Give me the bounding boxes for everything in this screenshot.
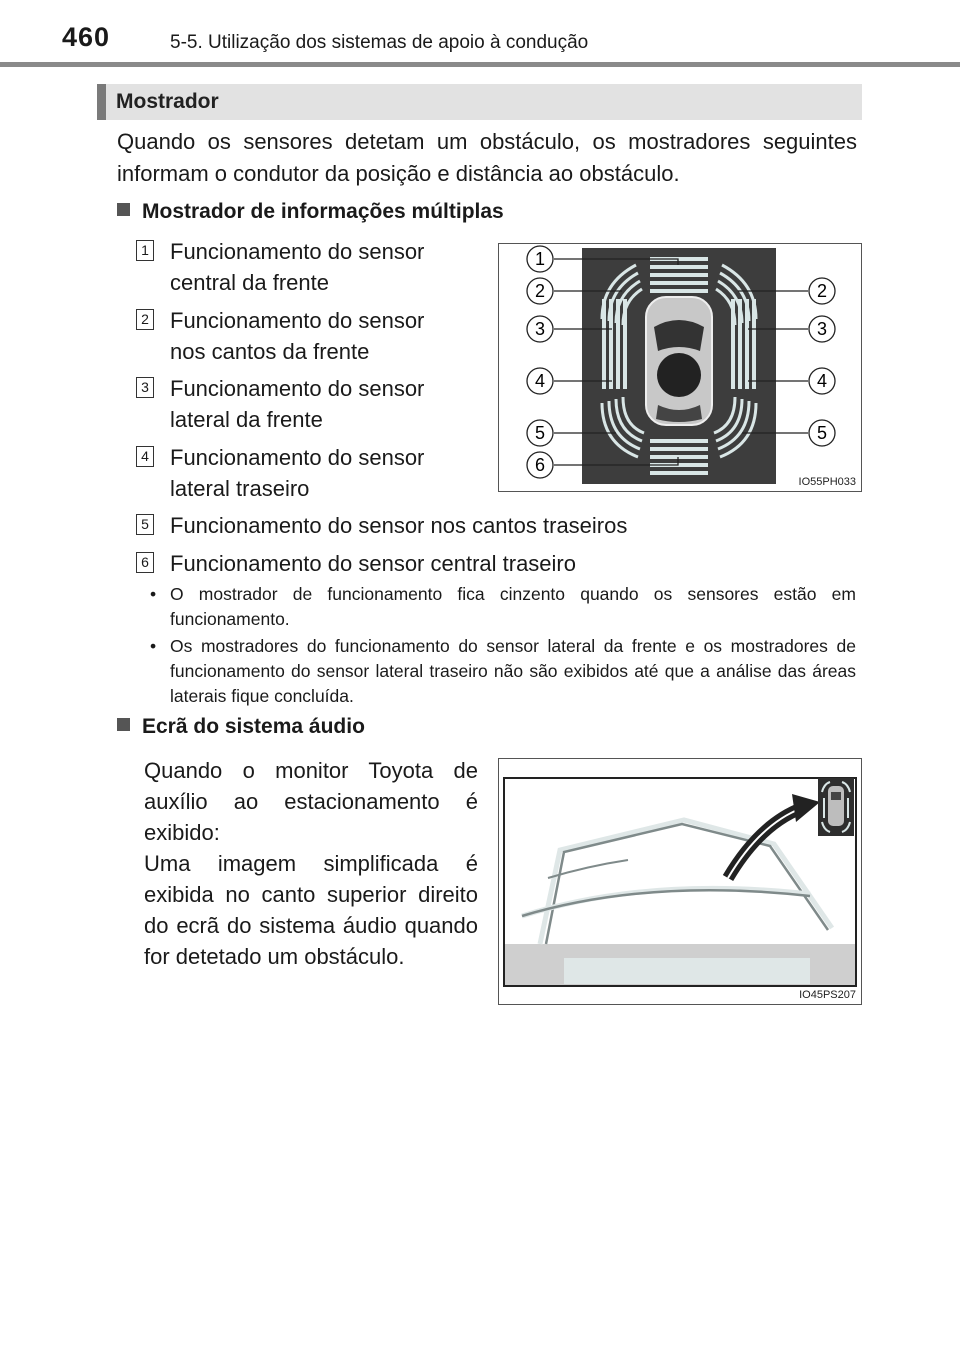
- section-title-bar: [97, 84, 862, 120]
- item-number-3: 3: [136, 377, 154, 398]
- notes-list: [150, 582, 856, 711]
- chapter-title: 5-5. Utilização dos sistemas de apoio à condução: [170, 32, 589, 53]
- page-number: 460: [62, 22, 111, 52]
- simplified-sensor-display-icon: [818, 778, 854, 836]
- list-item-3: [170, 373, 424, 435]
- callout-number: 5: [816, 423, 828, 443]
- intro-paragraph: Quando os sensores detetam um obstáculo, os mostradores seguintes informam o condutor da posição e distância ao obstáculo.: [117, 129, 857, 186]
- audio-paragraph-1: Quando o monitor Toyota de auxílio ao estacionamento é exibido:: [144, 758, 478, 845]
- audio-paragraph-2: Uma imagem simplificada é exibida no canto superior direito do ecrã do sistema áudio quando for detetado um obstáculo.: [144, 851, 478, 969]
- list-item-line: lateral da frente: [170, 407, 323, 432]
- audio-description: [144, 755, 478, 972]
- list-item-line: lateral traseiro: [170, 476, 310, 501]
- item-number-4: 4: [136, 446, 154, 467]
- audio-screen-figure: [498, 758, 862, 1005]
- list-item-6: [170, 548, 576, 579]
- callout-number: 6: [534, 455, 546, 475]
- callout-number: 2: [534, 281, 546, 301]
- list-item-5: [170, 510, 627, 541]
- list-item-line: Funcionamento do sensor nos cantos traseiros: [170, 513, 628, 538]
- note-item: • Os mostradores do funcionamento do sensor lateral da frente e os mostradores de funcionamento do sensor lateral traseiro não são exibidos até que a análise das áreas laterais fique concluída.: [150, 634, 856, 709]
- callout-number: 5: [534, 423, 546, 443]
- item-number-2: 2: [136, 309, 154, 330]
- list-item-line: nos cantos da frente: [170, 339, 370, 364]
- multi-display-heading-text: Mostrador de informações múltiplas: [142, 200, 504, 223]
- list-item-1: [170, 236, 424, 298]
- audio-display-heading-text: Ecrã do sistema áudio: [142, 715, 365, 738]
- callout-number: 4: [816, 371, 828, 391]
- list-item-4: [170, 442, 424, 504]
- multi-display-heading: [117, 200, 504, 224]
- license-plate-area: [564, 958, 810, 984]
- callout-number: 3: [534, 319, 546, 339]
- section-title: Mostrador: [116, 90, 219, 113]
- list-item-line: Funcionamento do sensor: [170, 239, 425, 264]
- callout-number: 4: [534, 371, 546, 391]
- section-accent: [97, 84, 106, 120]
- list-item-line: Funcionamento do sensor central traseiro: [170, 551, 576, 576]
- audio-display-heading: [117, 715, 365, 739]
- figure-code: IO45PS207: [799, 989, 856, 1001]
- callout-number: 2: [816, 281, 828, 301]
- callout-number: 3: [816, 319, 828, 339]
- note-item: • O mostrador de funcionamento fica cinzento quando os sensores estão em funcionamento.: [150, 582, 856, 632]
- sensor-display-figure: [498, 243, 862, 492]
- header-rule: [0, 62, 960, 67]
- list-item-line: central da frente: [170, 270, 329, 295]
- square-bullet-icon: [117, 718, 130, 731]
- item-number-5: 5: [136, 514, 154, 535]
- callout-number: 1: [534, 249, 546, 269]
- figure-code: IO55PH033: [798, 476, 856, 488]
- list-item-2: [170, 305, 424, 367]
- list-item-line: Funcionamento do sensor: [170, 376, 425, 401]
- item-number-6: 6: [136, 552, 154, 573]
- car-top-view-icon: [646, 297, 712, 425]
- list-item-line: Funcionamento do sensor: [170, 445, 425, 470]
- square-bullet-icon: [117, 203, 130, 216]
- list-item-line: Funcionamento do sensor: [170, 308, 425, 333]
- item-number-1: 1: [136, 240, 154, 261]
